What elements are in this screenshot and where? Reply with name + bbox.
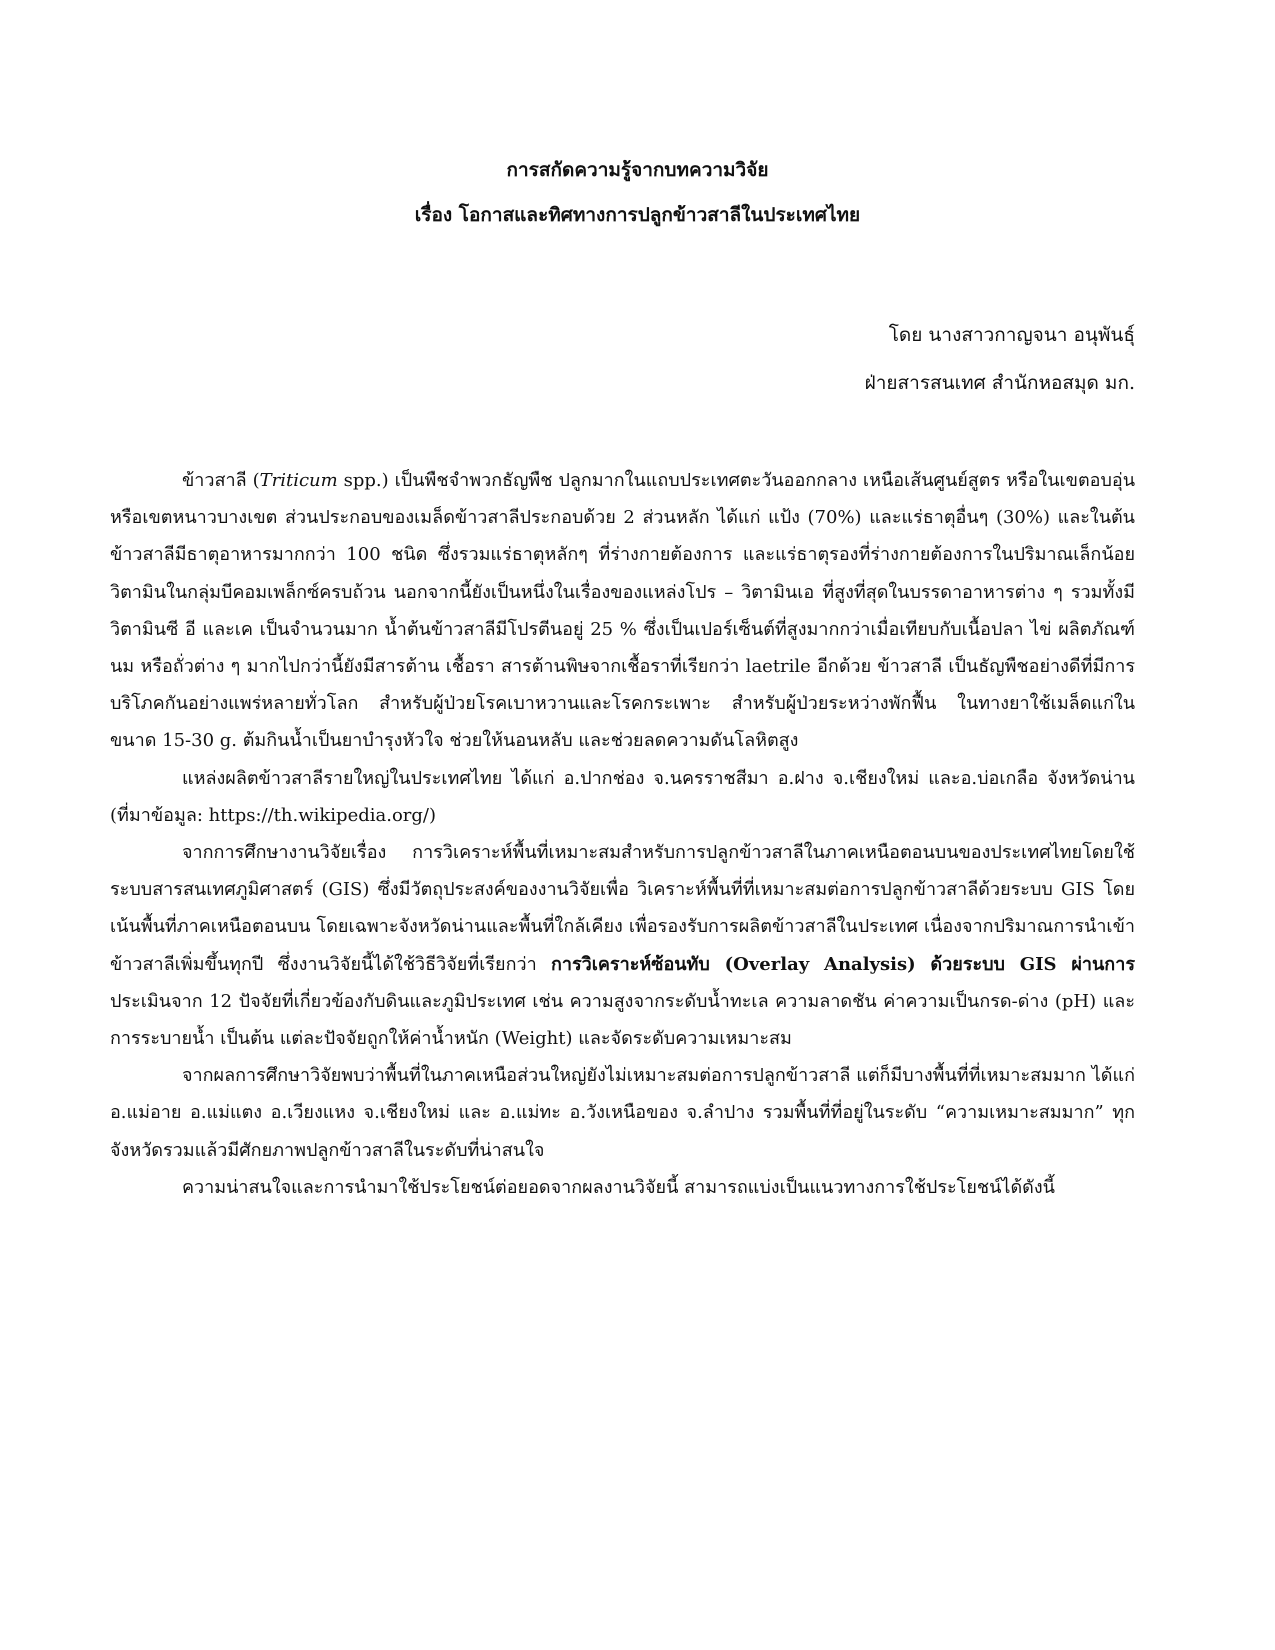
paragraph-1-rest: spp.) เป็นพืชจำพวกธัญพืช ปลูกมากในแถบประเทศตะวันออกกลาง เหนือเส้นศูนย์สูตร หรือในเขตอบอุ่น หรือเขตหนาวบางเขต ส่วนประกอบของเมล็ดข้าวสาลีประกอบด้วย 2 ส่วนหลัก ได้แก่ แป้ง (70%) และแร่ธาตุอื่นๆ (30%) และในต้นข้าวสาลีมีธาตุอาหารมากกว่า 100 ชนิด ซึ่งรวมแร่ธาตุหลักๆ ที่ร่างกายต้องการ และแร่ธาตุรองที่ร่างกายต้องการในปริมาณเล็กน้อย วิตามินในกลุ่มบีคอมเพล็กซ์ครบถ้วน นอกจากนี้ยังเป็นหนึ่งในเรื่องของแหล่งโปร – วิตามินเอ ที่สูงที่สุดในบรรดาอาหารต่าง ๆ รวมทั้งมีวิตามินซี อี และเค เป็นจำนวนมาก น้ำต้นข้าวสาลีมีโปรตีนอยู่ 25 % ซึ่งเป็นเปอร์เซ็นต์ที่สูงมากกว่าเมื่อเทียบกับเนื้อปลา ไข่ ผลิตภัณฑ์นม หรือถั่วต่าง ๆ มากไปกว่านี้ยังมีสารต้าน เชื้อรา สารต้านพิษจากเชื้อราที่เรียกว่า laetrile อีกด้วย ข้าวสาลี เป็นธัญพืชอย่างดีที่มีการบริโภคกันอย่างแพร่หลายทั่วโลก สำหรับผู้ป่วยโรคเบาหวานและโรคกระเพาะ สำหรับผู้ป่วยระหว่างพักฟื้น ในทางยาใช้เมล็ดแก่ในขนาด 15-30 g. ต้มกินน้ำเป็นยาบำรุงหัวใจ ช่วยให้นอนหลับ และช่วยลดความดันโลหิตสูง: [110, 470, 1136, 752]
species-name-italic: Triticum: [259, 470, 338, 491]
paragraph-3-start: จากการศึกษางานวิจัยเรื่อง การวิเคราะห์พื้นที่เหมาะสมสำหรับการปลูกข้าวสาลีในภาคเหนือตอนบนของประเทศไทยโดยใช้ระบบสารสนเทศภูมิศาสตร์ (GIS) ซึ่งมีวัตถุประสงค์ของงานวิจัยเพื่อ วิเคราะห์พื้นที่ที่เหมาะสมต่อการปลูกข้าวสาลีด้วยระบบ GIS โดยเน้นพื้นที่ภาคเหนือตอนบน โดยเฉพาะจังหวัดน่านและพื้นที่ใกล้เคียง เพื่อรองรับการผลิตข้าวสาลีในประเทศ เนื่องจากปริมาณการนำเข้าข้าวสาลีเพิ่มขึ้นทุกปี ซึ่งงานวิจัยนี้ได้ใช้วิธีวิจัยที่เรียกว่า: [110, 842, 1135, 975]
paragraph-3-rest: ประเมินจาก 12 ปัจจัยที่เกี่ยวข้องกับดินและภูมิประเทศ เช่น ความสูงจากระดับน้ำทะเล ความลาดชัน ค่าความเป็นกรด-ด่าง (pH) และการระบายน้ำ เป็นต้น แต่ละปัจจัยถูกให้ค่าน้ำหนัก (Weight) และจัดระดับความเหมาะสม: [110, 990, 1135, 1050]
title-line-1: การสกัดความรู้จากบทความวิจัย: [506, 159, 769, 181]
document-title: [140, 148, 1135, 238]
author-affiliation: ฝ่ายสารสนเทศ สำนักหอสมุด มก.: [864, 372, 1135, 394]
title-line-2: เรื่อง โอกาสและทิศทางการปลูกข้าวสาลีในประเทศไทย: [414, 204, 861, 226]
paragraph-3: [110, 834, 1135, 1057]
paragraph-1: [110, 462, 1135, 760]
method-name-bold: การวิเคราะห์ซ้อนทับ (Overlay Analysis) ด้วยระบบ GIS ผ่านการ: [550, 953, 1135, 975]
paragraph-4: จากผลการศึกษาวิจัยพบว่าพื้นที่ในภาคเหนือส่วนใหญ่ยังไม่เหมาะสมต่อการปลูกข้าวสาลี แต่ก็มีบางพื้นที่ที่เหมาะสมมาก ได้แก่ อ.แม่อาย อ.แม่แตง อ.เวียงแหง จ.เชียงใหม่ และ อ.แม่ทะ อ.วังเหนือของ จ.ลำปาง รวมพื้นที่ที่อยู่ในระดับ “ความเหมาะสมมาก” ทุกจังหวัดรวมแล้วมีศักยภาพปลูกข้าวสาลีในระดับที่น่าสนใจ: [110, 1065, 1135, 1161]
document-body: [110, 462, 1135, 1206]
paragraph-5: ความน่าสนใจและการนำมาใช้ประโยชน์ต่อยอดจากผลงานวิจัยนี้ สามารถแบ่งเป็นแนวทางการใช้ประโยชน์ได้ดังนี้: [182, 1176, 1055, 1198]
paragraph-1-start: ข้าวสาลี (: [182, 470, 260, 491]
author-block: [110, 311, 1135, 407]
paragraph-2: แหล่งผลิตข้าวสาลีรายใหญ่ในประเทศไทย ได้แก่ อ.ปากช่อง จ.นครราชสีมา อ.ฝาง จ.เชียงใหม่ และอ.บ่อเกลือ จังหวัดน่าน (ที่มาข้อมูล: https://th.wikipedia.org/): [110, 767, 1135, 826]
author-name: โดย นางสาวกาญจนา อนุพันธุ์: [888, 324, 1135, 346]
